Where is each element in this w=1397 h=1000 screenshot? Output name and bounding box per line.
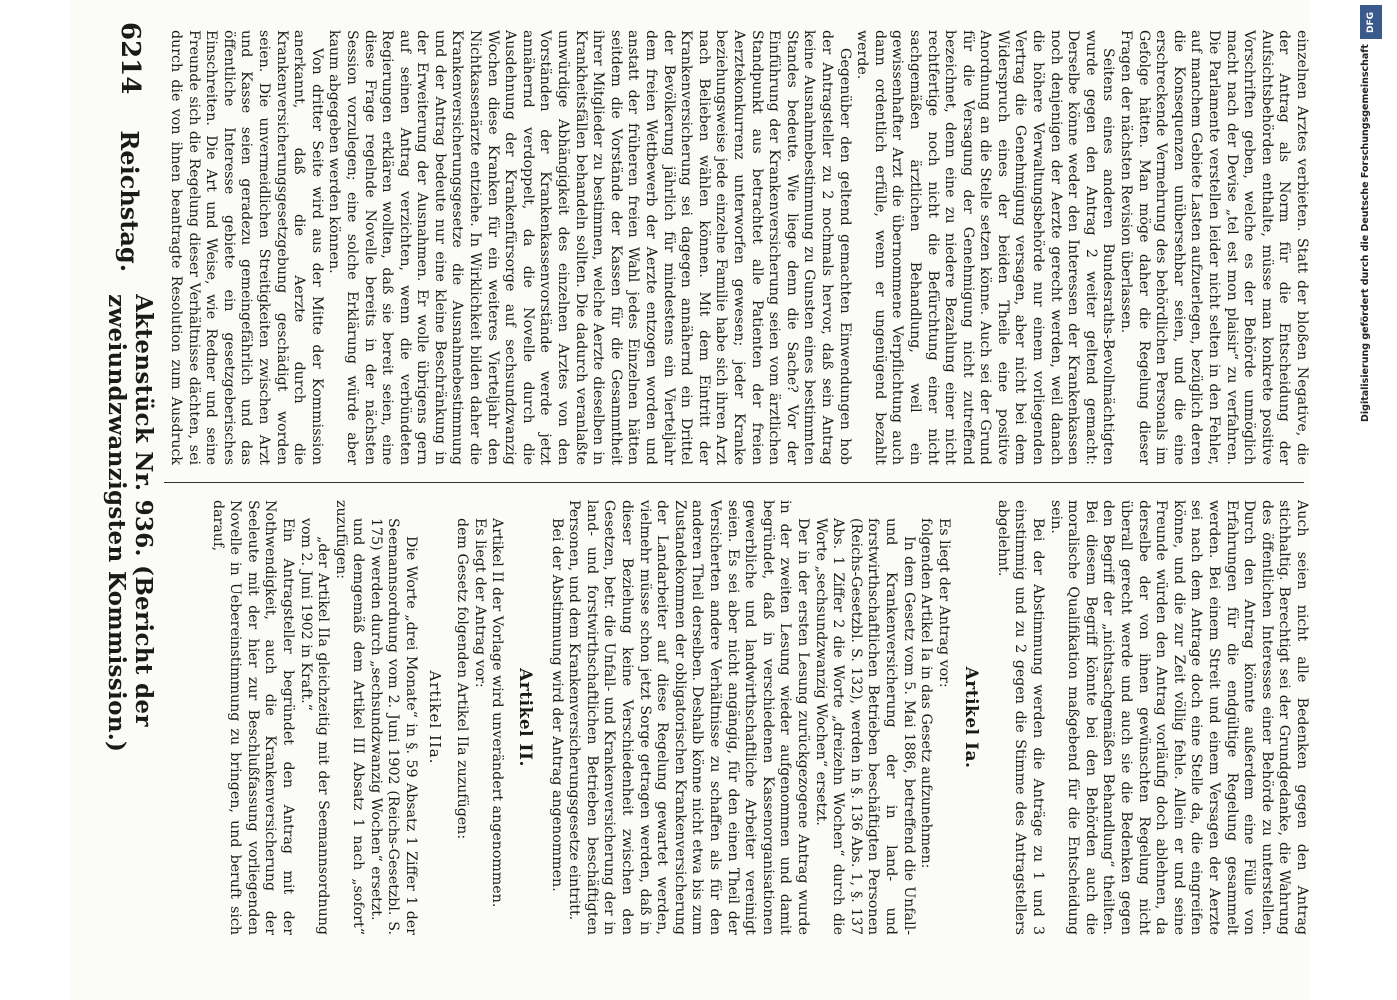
- right-text-column: [165, 500, 1310, 935]
- column-divider: [164, 482, 1304, 483]
- paragraph: Artikel II der Vorlage wird unverändert angenommen.: [489, 518, 506, 908]
- digitization-credit: Digitalisierung gefördert durch die Deutsche Forschungsgemeinschaft: [1360, 44, 1371, 422]
- section-heading: Artikel Ia.: [961, 666, 982, 769]
- paragraph: Ein Antragsteller begründet den Antrag mit der Nothwendigkeit, auch die Krankenversicherung der Seeleute mit der hier zur Beschlußfassung vorliegenden Novelle in Uebereinstimmung zu bringen, und beruft sich darauf,: [209, 500, 296, 935]
- left-text-column: [165, 30, 1310, 465]
- parliament-name: Reichstag.: [115, 130, 145, 273]
- document-title: Aktenstück Nr. 936. (Bericht der zweiundzwanzigsten Kommission.): [103, 294, 157, 753]
- paragraph: „der Artikel IIa gleichzeitig mit der Seemannsordnung vom 2. Juni 1902 in Kraft.“: [297, 518, 332, 935]
- page-number: 6214: [115, 22, 145, 95]
- paragraph: Seitens eines anderen Bundesraths-Bevollmächtigten wurde gegen den Antrag 2 weiter geltend gemacht: Derselbe könne weder den Interessen der Krankenkassen noch denjenigen der Aerzte gerecht werden, weil danach die höhere Verwaltungsbehörde nur einem vorliegenden Vertrag die Genehmigung versagen, aber nicht bei dem Widerspruch eines der beiden Theile eine positive Anordnung an die Stelle setzen könne. Auch sei der Grund für die Versagung der Genehmigung nicht zutreffend bezeichnet, denn eine zu niedere Bezahlung einer nicht rechtfertige noch nicht die Befürchtung einer nicht sachgemäßen ärztlichen Behandlung, weil ein gewissenhafter Arzt die übernommene Verpflichtung auch dann ordentlich erfülle, wenn er ungenügend bezahlt werde.: [854, 30, 1117, 465]
- paragraph: Bei der Abstimmung wird der Antrag angenommen.: [548, 518, 565, 892]
- digitization-margin: [1356, 0, 1397, 1000]
- dfg-logo: DFG: [1360, 5, 1382, 39]
- subsection-heading: Artikel IIa.: [425, 670, 444, 765]
- paragraph: Der in der ersten Lesung zurückgezogene Antrag wurde in der zweiten Lesung wieder aufgenommen und damit begründet, daß in verschiedenen Kassenorganisationen gewerbliche und landwirthschaftliche Arbeiter vereinigt seien. Es sei aber nicht angängig, für den einen Theil der Versicherten andere Verhältnisse zu schaffen als für den anderen Theil derselben. Deshalb könne nicht etwa bis zum Zustandekommen der obligatorischen Krankenversicherung der Landarbeiter auf diese Regelung gewartet werden, vielmehr müsse schon jetzt Sorge getragen werden, daß in dieser Beziehung keine Verschiedenheit zwischen den Gesetzen, betr. die Unfall- und Krankenversicherung der in land- und forstwirthschaftlichen Betrieben beschäftigten Personen, und dem Krankenversicherungsgesetze eintritt.: [566, 500, 811, 935]
- paragraph: Es liegt der Antrag vor:: [935, 518, 952, 688]
- paragraph: Von dritter Seite wird aus der Mitte der Kommission anerkannt, daß die Aerzte durch die Krankenversicherungsgesetzgebung geschädigt worden seien. Die unvermeidlichen Streitigkeiten zwischen Arzt und Kasse seien geradezu gemeingefährlich und das öffentliche Interesse gebiete ein gesetzgeberisches Einschreiten. Die Art und Weise, wie Redner und seine Freunde sich die Regelung dieser Verhältnisse dächten, sei durch die von ihnen beantragte Resolution zum Ausdruck: [168, 30, 325, 465]
- paragraph: Bei der Abstimmung werden die Anträge zu 1 und 3 einstimmig und zu 2 gegen die Stimme des Antragstellers abgelehnt.: [994, 500, 1047, 935]
- paragraph: einzelnen Arztes verbieten. Statt der bloßen Negative, die der Antrag als Norm für die Entscheidung der Aufsichtsbehörden enthalte, müsse man konkrete positive Vorschriften geben, welche es der Behörde unmöglich macht nach der Devise „tel est mon plaisir“ zu verfahren. Die Parlamente verstellen leider nicht selten in den Fehler, auf manchem Gebiete Lasten aufzuerlegen, bezüglich deren die Konsequenzen unübersehbar seien, und die eine erschreckende Vermehrung des behördlichen Personals im Gefolge hätten. Man möge daher die Regelung dieser Fragen der nächsten Revision überlassen.: [1118, 30, 1310, 465]
- paragraph: In dem Gesetz vom 5. Mai 1886, betreffend die Unfall- und Krankenversicherung der in land- und forstwirthschaftlichen Betrieben beschäftigten Personen (Reichs-Gesetzbl. S. 132), werden in §. 136 Abs. 1, §. 137 Abs. 1 Ziffer 2 die Worte „dreizehn Wochen“ durch die Worte „sechsundzwanzig Wochen“ ersetzt.: [812, 518, 917, 935]
- paragraph: folgenden Artikel Ia in das Gesetz aufzunehmen:: [918, 518, 935, 869]
- paragraph: Es liegt der Antrag vor:: [471, 518, 488, 688]
- paragraph: Gegenüber den geltend gemachten Einwendungen hob der Antragsteller zu 2 nochmals hervor, daß sein Antrag keine Ausnahmebestimmung zu Gunsten eines bestimmten Standes bedeute. Wie liege denn die Sache? Vor der Einführung der Krankenversicherung seien vom ärztlichen Standpunkt aus betrachtet alle Patienten der freien Aerztekonkurrenz unterworfen gewesen; jeder Kranke beziehungsweise jede einzelne Familie habe sich ihren Arzt nach Belieben wählen können. Mit dem Eintritt der Krankenversicherung sei dagegen annähernd ein Drittel der Bevölkerung jährlich für mindestens ein Vierteljahr dem freien Wettbewerb der Aerzte entzogen worden und anstatt der früheren freien Wahl jedes Einzelnen hätten seitdem die Vorstände der Kassen für die Gesammtheit ihrer Mitglieder zu bestimmen, welche Aerzte dieselben in Krankheitsfällen behandeln sollten. Die dadurch veranlaßte unwürdige Abhängigkeit des einzelnen Arztes von den Vorständen der Krankenkassenvorstände werde jetzt annähernd verdoppelt, da die Novelle durch die Ausdehnung der Krankenfürsorge auf sechsundzwanzig Wochen diese Kranken für ein weiteres Vierteljahr den Nichtkassenärzte entziehe. In Wirklichkeit bilden daher die Krankenversicherungsgesetze die Ausnahmebestimmung und der Antrag bedeute nur eine kleine Beschränkung in der Erweiterung der Ausnahmen. Er wolle übrigens gern auf seinen Antrag verzichten, wenn die verbündeten Regierungen erklären wollten, daß sie bereit seien, eine diese Frage regelnde Novelle bereits in der nächsten Session vorzulegen; eine solche Erklärung würde aber kaum abgegeben werden können.: [326, 30, 853, 465]
- paragraph: Die Worte „drei Monate“ in §. 59 Absatz 1 Ziffer 1 der Seemannsordnung vom 2. Juni 1902 (Reichs-Gesetzbl. S. 175) werden durch „sechsundzwanzig Wochen“ ersetzt.: [367, 518, 420, 935]
- paragraph: und demgemäß dem Artikel III Absatz 1 nach „sofort“ zuzufügen:: [332, 500, 367, 935]
- rotated-document-page: [70, 0, 1310, 1000]
- paragraph: Auch seien nicht alle Bedenken gegen den Antrag stichhaltig. Berechtigt sei der Grundgedanke, die Wahrung des öffentlichen Interesses einer Behörde zu unterstellen. Durch den Antrag könnte außerdem eine Fülle von Erfahrungen für die endgültige Regelung gesammelt werden. Bei einem Streit und einem Versagen der Aerzte sei nach dem Antrage doch eine Stelle da, die eingreifen könne, und die zur Zeit völlig fehle. Allein er und seine Freunde würden den Antrag vorläufig doch ablehnen, da derselbe der von ihnen gewünschten Regelung nicht überall gerecht werde und auch sie die Bedenken gegen den Begriff der „nichtsachgemäßen Behandlung“ theilten. Bei diesem Begriff könnte bei den Behörden auch die moralische Qualifikation maßgebend für die Entscheidung sein.: [1047, 500, 1310, 935]
- paragraph: dem Gesetz folgenden Artikel IIa zuzufügen:: [454, 518, 471, 840]
- section-heading: Artikel II.: [515, 668, 536, 767]
- page-header: [104, 22, 156, 972]
